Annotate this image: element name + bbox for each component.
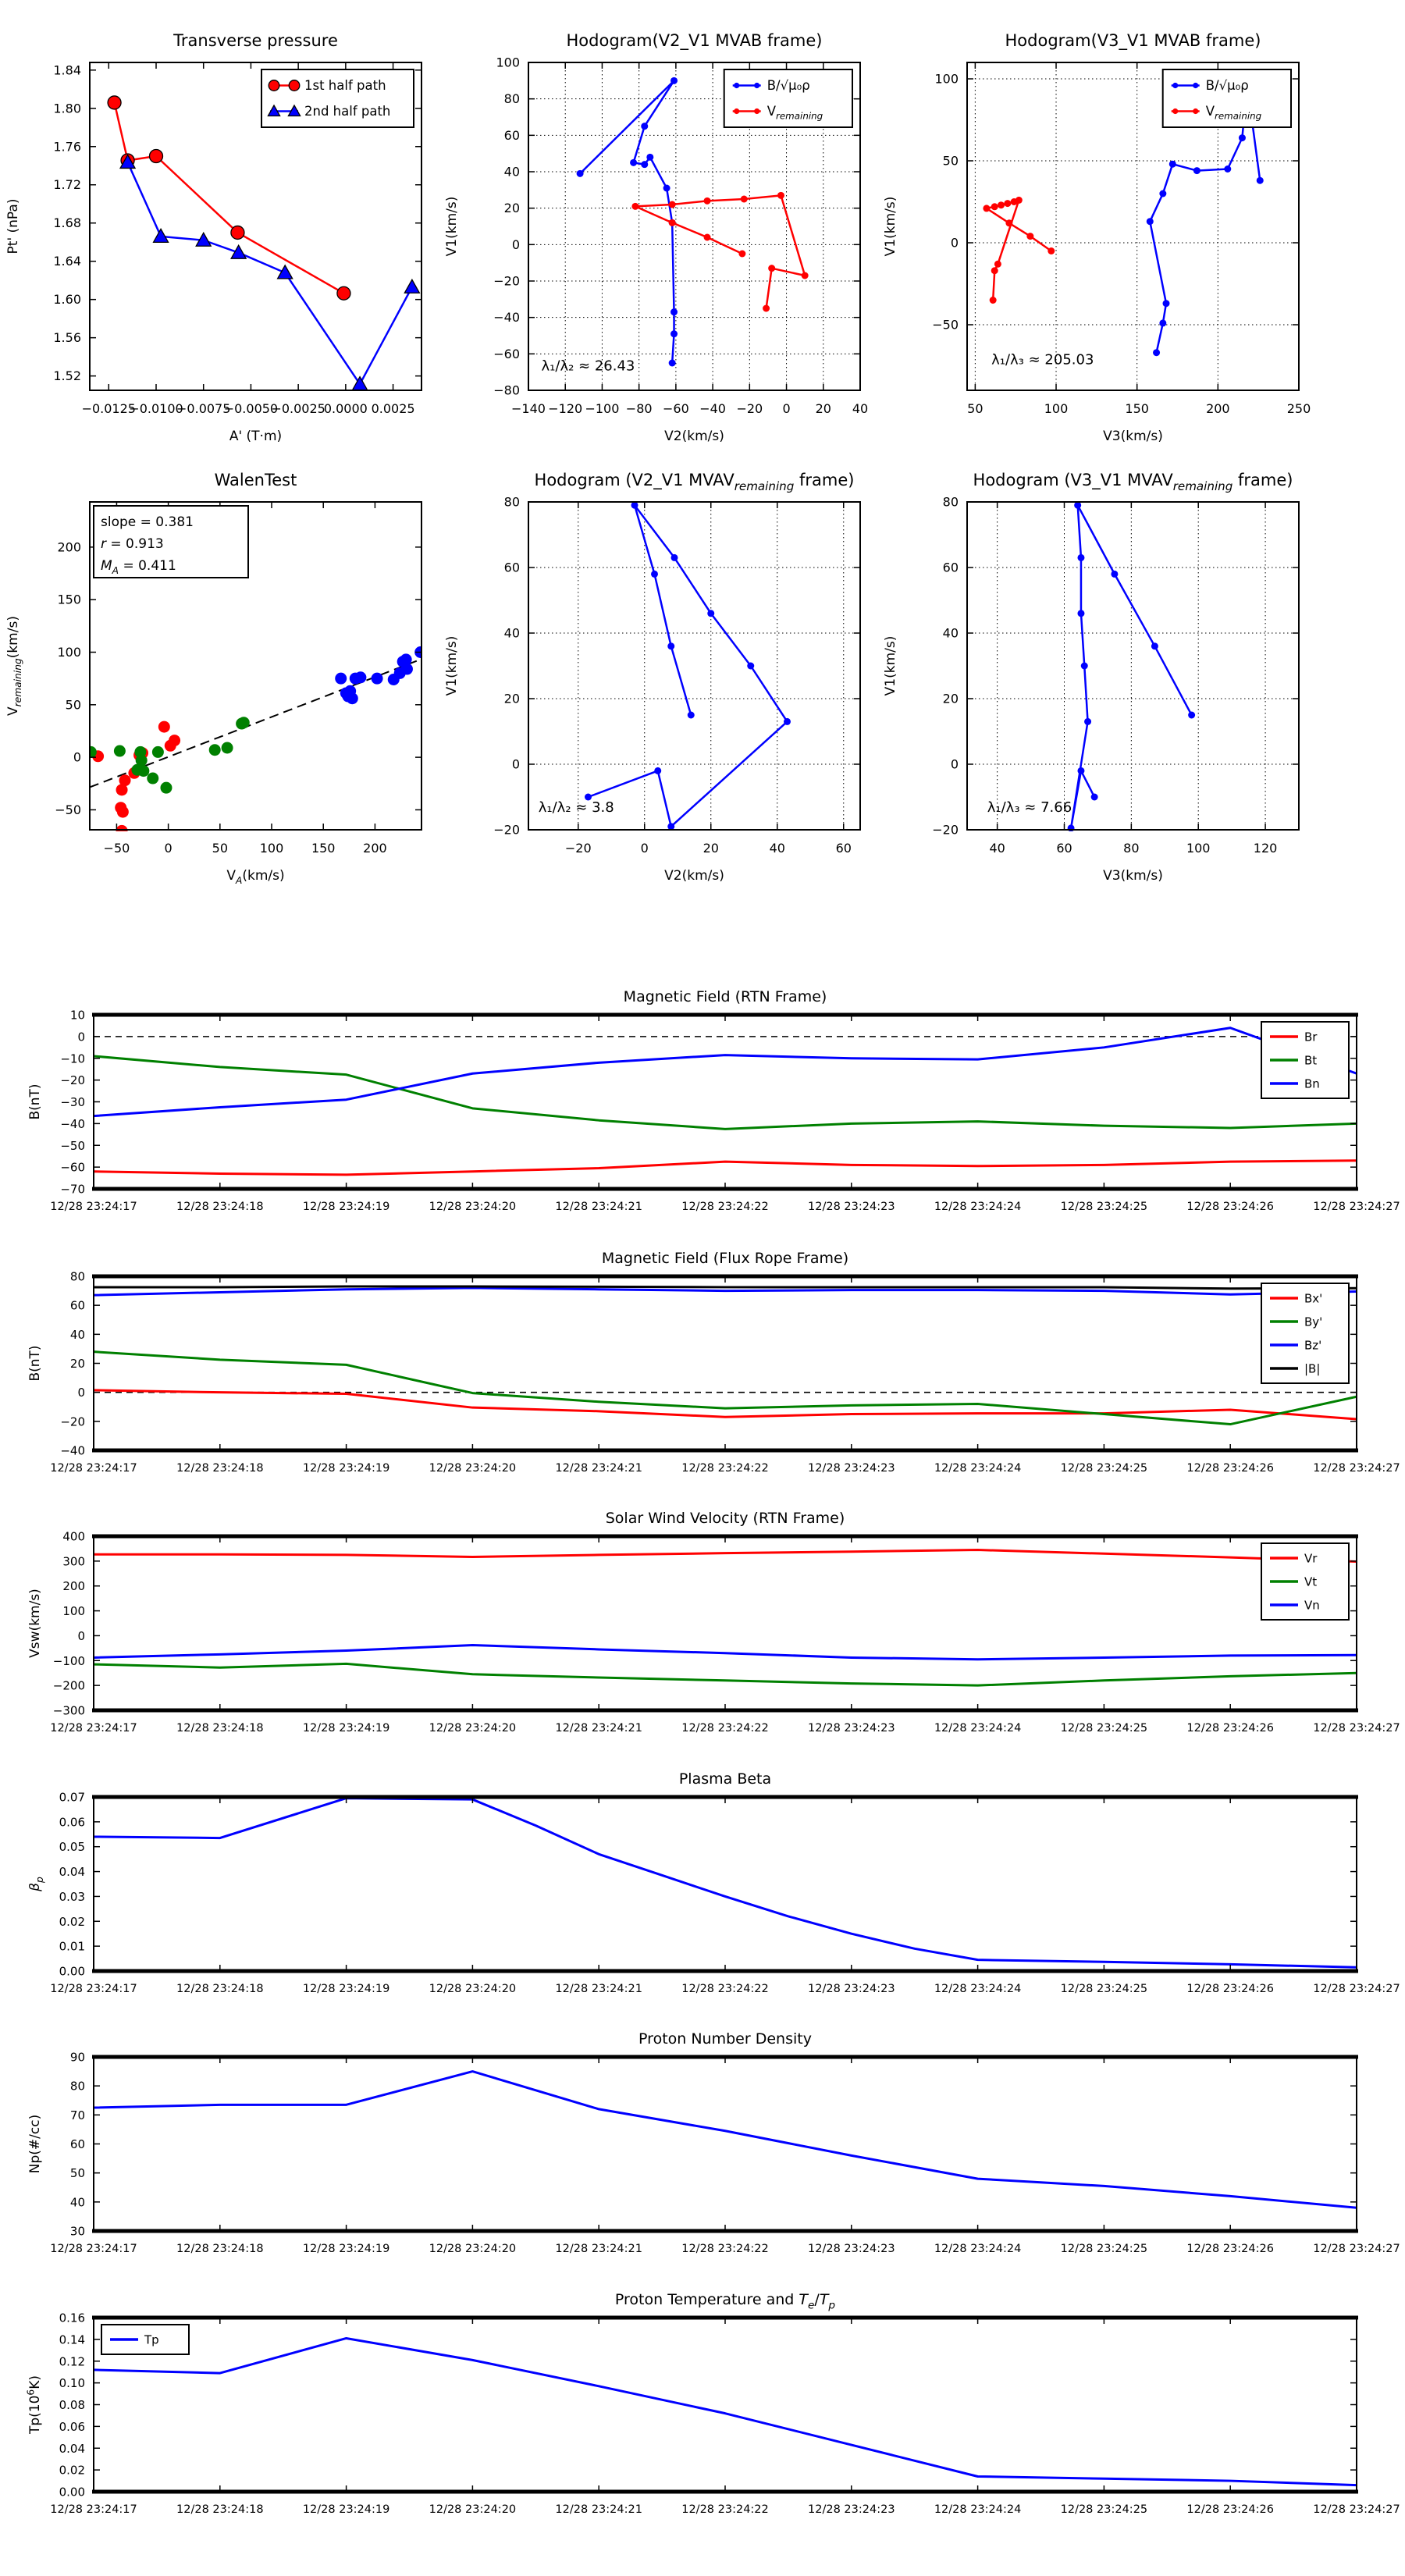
svg-text:12/28 23:24:23: 12/28 23:24:23: [808, 1722, 895, 1735]
svg-text:12/28 23:24:25: 12/28 23:24:25: [1060, 2243, 1148, 2255]
svg-text:12/28 23:24:21: 12/28 23:24:21: [555, 1462, 642, 1475]
svg-text:−20: −20: [60, 1073, 85, 1088]
svg-text:VA(km/s): $V_A(km/s)$: [226, 868, 285, 886]
svg-text:12/28 23:24:27: 12/28 23:24:27: [1313, 1983, 1400, 1995]
svg-text:12/28 23:24:25: 12/28 23:24:25: [1060, 1983, 1148, 1995]
svg-text:MA = 0.411: $M_A = 0.411$: [101, 558, 176, 576]
svg-text:12/28 23:24:20: 12/28 23:24:20: [429, 1722, 517, 1735]
chart-hodogram-v3v1-mvav: [877, 451, 1346, 892]
svg-text:A' (T·m): A' (T·m): [229, 429, 283, 444]
svg-text:0.14: 0.14: [59, 2332, 85, 2347]
svg-text:20: 20: [503, 201, 520, 216]
svg-text:0: 0: [640, 841, 649, 856]
svg-text:Solar Wind Velocity (RTN Frame: Solar Wind Velocity (RTN Frame): [605, 1510, 845, 1527]
svg-text:Bx': Bx': [1304, 1291, 1323, 1306]
svg-text:−200: −200: [52, 1678, 85, 1693]
svg-text:0: 0: [950, 235, 959, 251]
svg-text:100: 100: [57, 645, 81, 660]
svg-text:12/28 23:24:26: 12/28 23:24:26: [1186, 1462, 1274, 1475]
svg-text:V1(km/s): V1(km/s): [883, 196, 898, 257]
svg-text:0.01: 0.01: [59, 1939, 85, 1954]
svg-text:0.02: 0.02: [59, 1914, 85, 1929]
svg-text:0: 0: [511, 237, 520, 252]
svg-text:−60: −60: [60, 1160, 85, 1175]
svg-text:40: 40: [503, 625, 520, 641]
svg-text:12/28 23:24:20: 12/28 23:24:20: [429, 2243, 517, 2255]
svg-text:−120: −120: [548, 401, 583, 416]
chart-magnetic-field-fluxrope: [0, 1240, 1405, 1505]
svg-text:Hodogram (V2_V1 MVAVremaining: Hodogram (V2_V1 $MVAV_{remaining}$ frame): [534, 471, 855, 493]
svg-text:120: 120: [1253, 841, 1278, 856]
svg-text:400: 400: [62, 1529, 85, 1544]
svg-text:−40: −40: [60, 1443, 85, 1458]
svg-text:V2(km/s): V2(km/s): [664, 868, 724, 884]
svg-text:−20: −20: [932, 822, 959, 838]
svg-text:V3(km/s): V3(km/s): [1103, 429, 1163, 444]
chart-solar-wind-velocity: [0, 1500, 1405, 1765]
svg-text:Vremaining(km/s): $V_{remaining}(km/s)$: [5, 616, 23, 716]
svg-text:12/28 23:24:17: 12/28 23:24:17: [50, 1201, 137, 1213]
svg-text:12/28 23:24:17: 12/28 23:24:17: [50, 1462, 137, 1475]
svg-text:Bz': Bz': [1304, 1338, 1322, 1353]
svg-text:0.03: 0.03: [59, 1889, 85, 1904]
svg-text:V3(km/s): V3(km/s): [1103, 868, 1163, 884]
svg-text:60: 60: [69, 1298, 85, 1313]
svg-text:−60: −60: [663, 401, 689, 416]
svg-text:100: 100: [496, 55, 520, 70]
svg-text:0.16: 0.16: [59, 2311, 85, 2325]
svg-text:−70: −70: [60, 1182, 85, 1197]
svg-text:0.06: 0.06: [59, 2419, 85, 2434]
chart-plasma-beta: [0, 1760, 1405, 2026]
svg-text:200: 200: [1206, 401, 1230, 416]
svg-text:12/28 23:24:24: 12/28 23:24:24: [934, 1462, 1022, 1475]
svg-text:12/28 23:24:18: 12/28 23:24:18: [176, 1462, 264, 1475]
svg-text:1.80: 1.80: [53, 101, 81, 116]
svg-text:80: 80: [503, 91, 520, 107]
svg-text:λ₁/λ₃ ≈ 205.03: λ₁/λ₃ ≈ 205.03: [991, 351, 1094, 368]
svg-text:λ₁/λ₂ ≈ 26.43: λ₁/λ₂ ≈ 26.43: [541, 358, 635, 375]
svg-text:12/28 23:24:23: 12/28 23:24:23: [808, 1462, 895, 1475]
svg-text:12/28 23:24:26: 12/28 23:24:26: [1186, 2243, 1274, 2255]
svg-text:λ₁/λ₃ ≈ 7.66: λ₁/λ₃ ≈ 7.66: [987, 799, 1072, 816]
svg-text:0.0025: 0.0025: [371, 401, 415, 416]
svg-text:1st half path: 1st half path: [304, 78, 386, 93]
svg-text:40: 40: [769, 841, 785, 856]
svg-text:12/28 23:24:21: 12/28 23:24:21: [555, 1201, 642, 1213]
svg-text:1.52: 1.52: [53, 368, 81, 384]
svg-text:20: 20: [702, 841, 719, 856]
svg-text:12/28 23:24:24: 12/28 23:24:24: [934, 1983, 1022, 1995]
svg-text:−80: −80: [625, 401, 653, 416]
svg-text:200: 200: [57, 539, 81, 555]
svg-text:12/28 23:24:25: 12/28 23:24:25: [1060, 1722, 1148, 1735]
svg-text:12/28 23:24:23: 12/28 23:24:23: [808, 1983, 895, 1995]
svg-text:−0.0075: −0.0075: [176, 401, 231, 416]
svg-text:12/28 23:24:26: 12/28 23:24:26: [1186, 2503, 1274, 2516]
svg-text:Tp(106K): $Tp(10^6K)$: [25, 2375, 43, 2435]
svg-text:0: 0: [77, 1386, 85, 1400]
svg-text:B(nT): B(nT): [27, 1083, 43, 1120]
svg-text:B/√μ₀ρ: B/√μ₀ρ: [1205, 78, 1249, 93]
svg-text:1.72: 1.72: [53, 177, 81, 193]
svg-text:Tp: Tp: [144, 2332, 159, 2347]
svg-text:Hodogram(V3_V1 MVAB frame): Hodogram(V3_V1 MVAB frame): [1005, 31, 1261, 50]
svg-text:80: 80: [69, 2079, 85, 2094]
svg-text:12/28 23:24:26: 12/28 23:24:26: [1186, 1201, 1274, 1213]
svg-text:1.64: 1.64: [53, 254, 81, 269]
svg-text:40: 40: [852, 401, 869, 416]
chart-magnetic-field-rtn: [0, 978, 1405, 1244]
svg-text:250: 250: [1286, 401, 1311, 416]
svg-text:80: 80: [942, 494, 959, 510]
svg-text:Vsw(km/s): Vsw(km/s): [27, 1589, 43, 1658]
svg-text:60: 60: [503, 560, 520, 575]
svg-text:30: 30: [69, 2224, 85, 2239]
svg-text:12/28 23:24:19: 12/28 23:24:19: [302, 1983, 390, 1995]
svg-text:−40: −40: [699, 401, 726, 416]
svg-text:V1(km/s): V1(km/s): [883, 635, 898, 696]
svg-text:−80: −80: [493, 382, 520, 398]
svg-text:12/28 23:24:19: 12/28 23:24:19: [302, 2503, 390, 2516]
svg-text:0.0000: 0.0000: [323, 401, 368, 416]
svg-text:Hodogram (V3_V1 MVAVremaining: Hodogram (V3_V1 $MVAV_{remaining}$ frame): [973, 471, 1293, 493]
svg-text:10: 10: [69, 1008, 85, 1023]
svg-text:V1(km/s): V1(km/s): [444, 196, 460, 257]
svg-text:0.06: 0.06: [59, 1815, 85, 1830]
svg-text:|B|: |B|: [1304, 1361, 1321, 1376]
svg-text:90: 90: [69, 2050, 85, 2065]
svg-text:0.02: 0.02: [59, 2463, 85, 2478]
svg-text:12/28 23:24:26: 12/28 23:24:26: [1186, 1983, 1274, 1995]
svg-text:By': By': [1304, 1315, 1323, 1329]
svg-text:40: 40: [503, 164, 520, 180]
svg-text:−0.0025: −0.0025: [271, 401, 325, 416]
svg-text:300: 300: [62, 1554, 85, 1569]
svg-text:−10: −10: [60, 1051, 85, 1066]
svg-text:12/28 23:24:24: 12/28 23:24:24: [934, 1722, 1022, 1735]
svg-text:Magnetic Field (RTN Frame): Magnetic Field (RTN Frame): [623, 988, 827, 1005]
svg-text:50: 50: [942, 153, 959, 169]
svg-text:12/28 23:24:17: 12/28 23:24:17: [50, 2503, 137, 2516]
svg-text:Bn: Bn: [1304, 1076, 1320, 1091]
chart-hodogram-v2v1-mvav: [439, 451, 907, 892]
svg-text:60: 60: [503, 127, 520, 143]
svg-text:slope = 0.381: slope = 0.381: [101, 514, 194, 530]
svg-text:Magnetic Field (Flux Rope Fram: Magnetic Field (Flux Rope Frame): [601, 1250, 849, 1267]
svg-text:60: 60: [1056, 841, 1072, 856]
svg-text:−50: −50: [55, 802, 81, 817]
svg-text:40: 40: [942, 625, 959, 641]
svg-text:−100: −100: [52, 1653, 85, 1668]
svg-text:Hodogram(V2_V1 MVAB frame): Hodogram(V2_V1 MVAB frame): [566, 31, 823, 50]
svg-text:−20: −20: [564, 841, 592, 856]
svg-text:−20: −20: [493, 822, 520, 838]
svg-text:0: 0: [782, 401, 791, 416]
svg-text:Transverse pressure: Transverse pressure: [173, 31, 338, 50]
svg-text:100: 100: [259, 841, 284, 856]
svg-text:50: 50: [65, 697, 81, 713]
svg-text:Vt: Vt: [1304, 1574, 1318, 1589]
svg-text:60: 60: [69, 2137, 85, 2151]
svg-text:0.08: 0.08: [59, 2398, 85, 2412]
svg-text:20: 20: [942, 691, 959, 706]
svg-text:12/28 23:24:18: 12/28 23:24:18: [176, 1722, 264, 1735]
svg-text:12/28 23:24:23: 12/28 23:24:23: [808, 1201, 895, 1213]
svg-text:12/28 23:24:21: 12/28 23:24:21: [555, 1722, 642, 1735]
svg-text:Vn: Vn: [1304, 1598, 1320, 1613]
svg-text:12/28 23:24:19: 12/28 23:24:19: [302, 1722, 390, 1735]
svg-text:200: 200: [363, 841, 387, 856]
svg-text:12/28 23:24:19: 12/28 23:24:19: [302, 1462, 390, 1475]
svg-text:12/28 23:24:27: 12/28 23:24:27: [1313, 1201, 1400, 1213]
svg-text:70: 70: [69, 2108, 85, 2122]
svg-text:80: 80: [69, 1269, 85, 1284]
svg-text:12/28 23:24:22: 12/28 23:24:22: [681, 2243, 769, 2255]
svg-text:100: 100: [1186, 841, 1211, 856]
svg-text:50: 50: [967, 401, 984, 416]
svg-text:12/28 23:24:22: 12/28 23:24:22: [681, 2503, 769, 2516]
svg-text:−50: −50: [932, 317, 959, 333]
svg-text:1.84: 1.84: [53, 62, 81, 78]
svg-text:0: 0: [77, 1628, 85, 1643]
svg-text:12/28 23:24:26: 12/28 23:24:26: [1186, 1722, 1274, 1735]
svg-text:0: 0: [73, 749, 81, 765]
svg-text:0: 0: [77, 1030, 85, 1044]
svg-text:60: 60: [942, 560, 959, 575]
svg-text:12/28 23:24:17: 12/28 23:24:17: [50, 1722, 137, 1735]
svg-text:Proton Temperature and Te/Tp: Proton Temperature and $T_e/T_p$: [614, 2291, 836, 2312]
chart-proton-number-density: [0, 2020, 1405, 2286]
svg-text:20: 20: [503, 691, 520, 706]
svg-text:12/28 23:24:21: 12/28 23:24:21: [555, 2503, 642, 2516]
svg-text:12/28 23:24:27: 12/28 23:24:27: [1313, 1722, 1400, 1735]
chart-hodogram-v2v1-mvab: [439, 12, 907, 453]
svg-text:r = 0.913: r = 0.913: [101, 536, 164, 552]
svg-text:−0.0125: −0.0125: [81, 401, 136, 416]
svg-text:12/28 23:24:22: 12/28 23:24:22: [681, 1983, 769, 1995]
svg-text:12/28 23:24:22: 12/28 23:24:22: [681, 1462, 769, 1475]
svg-text:V1(km/s): V1(km/s): [444, 635, 460, 696]
svg-text:40: 40: [989, 841, 1005, 856]
svg-text:−20: −20: [60, 1414, 85, 1429]
svg-text:Pt' (nPa): Pt' (nPa): [5, 198, 21, 254]
svg-text:0.05: 0.05: [59, 1840, 85, 1855]
svg-text:WalenTest: WalenTest: [214, 471, 297, 489]
svg-text:λ₁/λ₂ ≈ 3.8: λ₁/λ₂ ≈ 3.8: [538, 799, 614, 816]
svg-text:12/28 23:24:25: 12/28 23:24:25: [1060, 2503, 1148, 2516]
svg-text:−50: −50: [103, 841, 130, 856]
svg-text:100: 100: [1044, 401, 1069, 416]
svg-text:200: 200: [62, 1579, 85, 1594]
svg-text:150: 150: [1125, 401, 1149, 416]
svg-text:12/28 23:24:22: 12/28 23:24:22: [681, 1201, 769, 1213]
svg-text:50: 50: [212, 841, 229, 856]
svg-text:150: 150: [57, 592, 81, 607]
svg-text:12/28 23:24:21: 12/28 23:24:21: [555, 1983, 642, 1995]
svg-text:12/28 23:24:27: 12/28 23:24:27: [1313, 2243, 1400, 2255]
svg-text:Bt: Bt: [1304, 1053, 1318, 1068]
chart-walen-test: [0, 451, 468, 892]
chart-hodogram-v3v1-mvab: [877, 12, 1346, 453]
svg-text:12/28 23:24:19: 12/28 23:24:19: [302, 1201, 390, 1213]
svg-text:12/28 23:24:27: 12/28 23:24:27: [1313, 1462, 1400, 1475]
svg-text:1.60: 1.60: [53, 292, 81, 308]
svg-text:20: 20: [815, 401, 831, 416]
svg-text:0.04: 0.04: [59, 2441, 85, 2456]
svg-text:12/28 23:24:25: 12/28 23:24:25: [1060, 1462, 1148, 1475]
svg-text:B/√μ₀ρ: B/√μ₀ρ: [767, 78, 810, 93]
svg-text:Vr: Vr: [1304, 1551, 1318, 1566]
svg-text:12/28 23:24:20: 12/28 23:24:20: [429, 1201, 517, 1213]
svg-text:0.07: 0.07: [59, 1790, 85, 1805]
svg-text:0.04: 0.04: [59, 1865, 85, 1880]
svg-text:1.56: 1.56: [53, 330, 81, 346]
svg-text:βp: $\beta_p$: [27, 1877, 45, 1891]
svg-text:12/28 23:24:18: 12/28 23:24:18: [176, 1201, 264, 1213]
svg-text:−100: −100: [585, 401, 620, 416]
chart-transverse-pressure: [0, 12, 468, 453]
svg-text:12/28 23:24:24: 12/28 23:24:24: [934, 2243, 1022, 2255]
svg-text:0.00: 0.00: [59, 1964, 85, 1979]
svg-text:0.10: 0.10: [59, 2376, 85, 2391]
svg-text:−20: −20: [736, 401, 763, 416]
svg-text:50: 50: [69, 2166, 85, 2181]
svg-text:12/28 23:24:27: 12/28 23:24:27: [1313, 2503, 1400, 2516]
svg-text:12/28 23:24:22: 12/28 23:24:22: [681, 1722, 769, 1735]
chart-proton-temperature: [0, 2281, 1405, 2546]
svg-text:20: 20: [69, 1357, 85, 1371]
svg-text:12/28 23:24:17: 12/28 23:24:17: [50, 2243, 137, 2255]
svg-text:−0.0100: −0.0100: [129, 401, 183, 416]
svg-text:0: 0: [511, 756, 520, 772]
svg-text:−50: −50: [60, 1138, 85, 1153]
svg-text:−300: −300: [52, 1703, 85, 1718]
svg-text:−140: −140: [511, 401, 546, 416]
svg-text:−20: −20: [493, 273, 520, 289]
svg-text:Plasma Beta: Plasma Beta: [678, 1770, 772, 1788]
svg-text:12/28 23:24:18: 12/28 23:24:18: [176, 2503, 264, 2516]
svg-text:12/28 23:24:23: 12/28 23:24:23: [808, 2243, 895, 2255]
svg-text:12/28 23:24:20: 12/28 23:24:20: [429, 1462, 517, 1475]
svg-text:12/28 23:24:18: 12/28 23:24:18: [176, 1983, 264, 1995]
svg-text:0.00: 0.00: [59, 2485, 85, 2500]
svg-text:12/28 23:24:17: 12/28 23:24:17: [50, 1983, 137, 1995]
svg-text:Proton Number Density: Proton Number Density: [638, 2030, 812, 2048]
svg-text:150: 150: [311, 841, 336, 856]
svg-text:−40: −40: [60, 1116, 85, 1131]
svg-text:Br: Br: [1304, 1030, 1318, 1044]
svg-text:12/28 23:24:23: 12/28 23:24:23: [808, 2503, 895, 2516]
svg-text:40: 40: [69, 2195, 85, 2210]
svg-text:80: 80: [503, 494, 520, 510]
svg-text:2nd half path: 2nd half path: [304, 104, 391, 119]
svg-text:100: 100: [934, 71, 959, 87]
svg-text:V2(km/s): V2(km/s): [664, 429, 724, 444]
svg-text:12/28 23:24:25: 12/28 23:24:25: [1060, 1201, 1148, 1213]
svg-text:−60: −60: [493, 346, 520, 361]
svg-text:Vremaining: $V_{remaining}$: [1205, 104, 1262, 122]
svg-text:0.12: 0.12: [59, 2354, 85, 2369]
svg-text:12/28 23:24:24: 12/28 23:24:24: [934, 1201, 1022, 1213]
svg-text:40: 40: [69, 1327, 85, 1342]
svg-text:0: 0: [164, 841, 173, 856]
svg-text:100: 100: [62, 1604, 85, 1619]
svg-text:12/28 23:24:24: 12/28 23:24:24: [934, 2503, 1022, 2516]
svg-text:60: 60: [835, 841, 852, 856]
svg-text:−40: −40: [493, 310, 520, 326]
svg-text:−0.0050: −0.0050: [223, 401, 279, 416]
svg-text:B(nT): B(nT): [27, 1345, 43, 1382]
svg-text:12/28 23:24:21: 12/28 23:24:21: [555, 2243, 642, 2255]
svg-text:Vremaining: $V_{remaining}$: [767, 104, 823, 122]
svg-text:12/28 23:24:20: 12/28 23:24:20: [429, 1983, 517, 1995]
svg-text:12/28 23:24:18: 12/28 23:24:18: [176, 2243, 264, 2255]
svg-text:0: 0: [950, 756, 959, 772]
svg-text:80: 80: [1123, 841, 1140, 856]
svg-text:12/28 23:24:20: 12/28 23:24:20: [429, 2503, 517, 2516]
svg-text:1.76: 1.76: [53, 139, 81, 155]
svg-text:Np(#/cc): Np(#/cc): [27, 2114, 43, 2174]
svg-text:1.68: 1.68: [53, 215, 81, 231]
svg-text:−30: −30: [60, 1095, 85, 1109]
svg-text:12/28 23:24:19: 12/28 23:24:19: [302, 2243, 390, 2255]
